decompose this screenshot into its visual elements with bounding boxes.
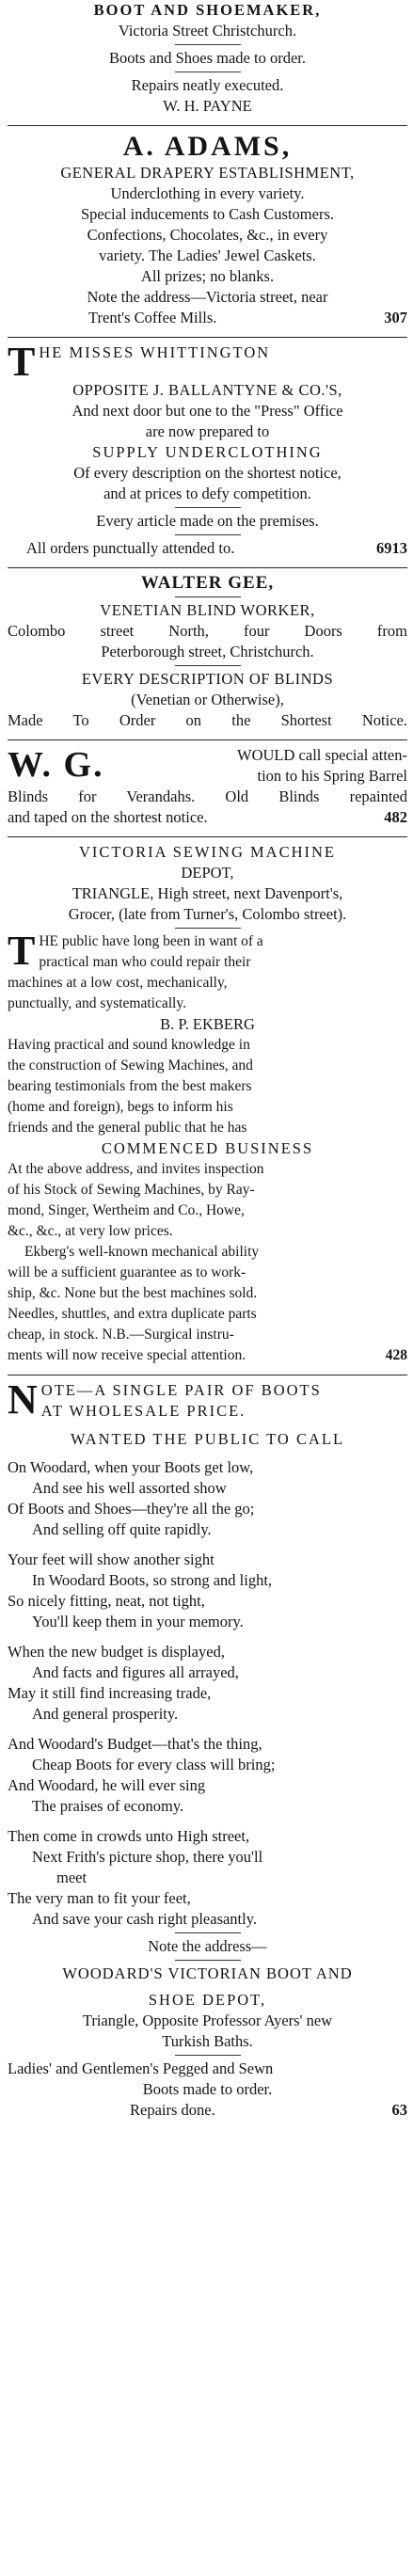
sewing-headline1: VICTORIA SEWING MACHINE: [78, 843, 337, 861]
sewing-line2: Grocer, (late from Turner's, Colombo street).: [68, 905, 347, 923]
sewing-para1-c: machines at a low cost, mechanically,: [8, 975, 228, 991]
divider: [175, 928, 241, 929]
whittington-drop-letter: T: [8, 339, 36, 385]
woodard-depot3: Triangle, Opposite Professor Ayers' new: [82, 2012, 333, 2029]
verse-line: So nicely fitting, neat, not tight,: [8, 1592, 205, 1610]
gee-name: WALTER GEE,: [140, 573, 275, 593]
verse-line: And facts and figures all arrayed,: [32, 1663, 239, 1681]
woodard-verse-3: [8, 1642, 407, 1725]
ad-separator: [8, 739, 407, 740]
ad-gee: [8, 573, 407, 735]
verse-line: Next Frith's picture shop, there you'll: [32, 1848, 263, 1866]
divider: [175, 1932, 241, 1933]
whittington-ref: 6913: [376, 539, 407, 557]
verse-line: And Woodard's Budget—that's the thing,: [8, 1735, 262, 1753]
whittington-line3: are now prepared to: [145, 422, 270, 440]
woodard-verse-5: [8, 1826, 407, 1930]
verse-line: When the new budget is displayed,: [8, 1643, 225, 1661]
verse-line: The praises of economy.: [32, 1797, 184, 1815]
verse-line: May it still find increasing trade,: [8, 1684, 212, 1702]
woodard-footer3: Repairs done.: [130, 2101, 215, 2119]
woodard-depot4: Turkish Baths.: [162, 2032, 253, 2050]
whittington-line7: Every article made on the premises.: [96, 512, 319, 530]
sewing-commenced: COMMENCED BUSINESS: [101, 1139, 314, 1157]
sewing-para1-a: HE public have long been in want of a: [39, 933, 263, 949]
woodard-headline2: AT WHOLESALE PRICE.: [40, 1402, 246, 1420]
wg-initials: W. G.: [8, 745, 104, 785]
sewing-para1-d: punctually, and systematically.: [8, 995, 186, 1011]
whittington-last-row: [8, 538, 407, 559]
sewing-para3-d: &c., &c., at very low prices.: [8, 1223, 173, 1239]
gee-trade: VENETIAN BLIND WORKER,: [100, 601, 315, 619]
sewing-para3-b: of his Stock of Sewing Machines, by Ray-: [8, 1182, 255, 1198]
gee-line5: Made To Order on the Shortest Notice.: [8, 711, 407, 729]
whittington-line4: SUPPLY UNDERCLOTHING: [92, 443, 323, 461]
woodard-footer2: Boots made to order.: [142, 2080, 273, 2098]
adams-line3: Special inducements to Cash Customers.: [80, 205, 334, 223]
gee-line1: Colombo street North, four Doors from: [8, 622, 407, 640]
adams-line1: GENERAL DRAPERY ESTABLISHMENT,: [60, 164, 355, 182]
divider: [175, 534, 241, 535]
sewing-para1: [8, 928, 407, 1014]
verse-line: You'll keep them in your memory.: [32, 1613, 244, 1630]
divider: [175, 1960, 241, 1961]
verse-line: And Woodard, he will ever sing: [8, 1776, 206, 1794]
verse-line: In Woodard Boots, so strong and light,: [32, 1571, 273, 1589]
woodard-headline: [8, 1376, 407, 1423]
divider: [175, 507, 241, 508]
verse-line: Then come in crowds unto High street,: [8, 1827, 250, 1845]
sewing-para4-a: Ekberg's well-known mechanical ability: [24, 1244, 260, 1260]
sewing-para2-b: the construction of Sewing Machines, and: [8, 1057, 253, 1073]
sewing-para2-e: friends and the general public that he has: [8, 1120, 247, 1136]
woodard-depot2: SHOE DEPOT,: [148, 1991, 267, 2009]
woodard-verse-2: [8, 1550, 407, 1632]
gee-line2: Peterborough street, Christchurch.: [101, 643, 314, 660]
payne-name: W. H. PAYNE: [163, 97, 252, 115]
adams-name: A. ADAMS,: [122, 131, 293, 162]
sewing-para2-a: Having practical and sound knowledge in: [8, 1037, 250, 1053]
sewing-headline2: DEPOT,: [181, 864, 234, 882]
divider: [175, 596, 241, 597]
verse-line: And save your cash right pleasantly.: [32, 1910, 258, 1928]
woodard-verse-4: [8, 1734, 407, 1817]
ad-whittington: [8, 339, 407, 563]
whittington-line1: OPPOSITE J. BALLANTYNE & CO.'S,: [72, 381, 342, 399]
whittington-headline: HE MISSES WHITTINGTON: [39, 343, 271, 361]
wg-line1: WOULD call special atten-: [237, 746, 407, 764]
sewing-name: B. P. EKBERG: [160, 1015, 255, 1033]
whittington-line8: All orders punctually attended to.: [26, 539, 235, 557]
payne-address: Victoria Street Christchurch.: [118, 22, 297, 40]
whittington-headline-row: [8, 339, 407, 385]
sewing-para3-a: At the above address, and invites inspection: [8, 1161, 264, 1177]
verse-line: Your feet will show another sight: [8, 1550, 214, 1568]
ad-separator: [8, 836, 407, 837]
woodard-depot1: WOODARD'S VICTORIAN BOOT AND: [62, 1964, 353, 1982]
woodard-headline1: OTE—A SINGLE PAIR OF BOOTS: [40, 1381, 322, 1399]
sewing-line1: TRIANGLE, High street, next Davenport's,: [71, 884, 343, 902]
ad-adams: [8, 131, 407, 332]
divider: [175, 44, 241, 45]
woodard-ref: 63: [391, 2101, 407, 2119]
sewing-last-row: [8, 1345, 407, 1366]
wg-ref: 482: [384, 808, 407, 826]
whittington-line5: Of every description on the shortest notice,: [73, 464, 342, 482]
payne-line2: Repairs neatly executed.: [131, 76, 284, 94]
woodard-drop-letter: N: [8, 1376, 38, 1423]
wg-line3: Blinds for Verandahs. Old Blinds repainted: [8, 787, 407, 805]
woodard-verse-1: [8, 1457, 407, 1540]
sewing-ref: 428: [385, 1347, 407, 1363]
gee-line4: (Venetian or Otherwise),: [131, 691, 284, 708]
woodard-call: WANTED THE PUBLIC TO CALL: [70, 1430, 345, 1448]
wg-top: [8, 745, 407, 787]
adams-line7: Note the address—Victoria street, near: [87, 288, 328, 306]
verse-line: Cheap Boots for every class will bring;: [32, 1756, 276, 1773]
verse-line: meet: [56, 1868, 87, 1886]
woodard-note: Note the address—: [148, 1937, 267, 1955]
adams-line6: All prizes; no blanks.: [140, 267, 275, 285]
divider: [175, 2055, 241, 2056]
sewing-drop-letter: T: [8, 928, 36, 974]
verse-line: The very man to fit your feet,: [8, 1889, 191, 1907]
sewing-para3: [8, 1159, 407, 1242]
wg-line4: and taped on the shortest notice.: [8, 808, 208, 826]
wg-line2: tion to his Spring Barrel: [257, 767, 407, 785]
sewing-para4-d: Needles, shuttles, and extra duplicate parts: [8, 1306, 257, 1322]
sewing-para2-c: bearing testimonials from the best makers: [8, 1078, 252, 1094]
sewing-para1-b: practical man who could repair their: [39, 954, 251, 970]
divider: [175, 665, 241, 666]
ad-sewing: [8, 842, 407, 1370]
sewing-para4-b: will be a sufficient guarantee as to work-: [8, 1264, 246, 1280]
ad-separator: [8, 337, 407, 338]
ad-separator: [8, 567, 407, 568]
adams-ref: 307: [384, 309, 407, 326]
ad-woodard: [8, 1376, 407, 2124]
sewing-para2-d: (home and foreign), begs to inform his: [8, 1099, 233, 1115]
ad-payne: [8, 0, 407, 120]
ad-wg: [8, 745, 407, 832]
adams-line5: variety. The Ladies' Jewel Caskets.: [99, 246, 316, 264]
whittington-line2: And next door but one to the "Press" Office: [71, 402, 343, 420]
verse-line: And see his well assorted show: [32, 1479, 227, 1497]
sewing-para4-c: ship, &c. None but the best machines sold.: [8, 1285, 258, 1301]
wg-last-row: [8, 807, 407, 828]
payne-line1: Boots and Shoes made to order.: [109, 49, 306, 67]
verse-line: Of Boots and Shoes—they're all the go;: [8, 1500, 255, 1518]
sewing-para2: [8, 1035, 407, 1138]
adams-line2: Underclothing in every variety.: [110, 184, 305, 202]
woodard-footer1: Ladies' and Gentlemen's Pegged and Sewn: [8, 2059, 274, 2077]
verse-line: And general prosperity.: [32, 1705, 179, 1723]
whittington-line6: and at prices to defy competition.: [103, 485, 311, 502]
ad-separator: [8, 125, 407, 126]
sewing-para4-e: cheap, in stock. N.B.—Surgical instru-: [8, 1327, 234, 1343]
verse-line: And selling off quite rapidly.: [32, 1520, 212, 1538]
adams-line4: Confections, Chocolates, &c., in every: [87, 226, 328, 244]
sewing-para4: [8, 1242, 407, 1366]
verse-line: On Woodard, when your Boots get low,: [8, 1458, 254, 1476]
gee-line3: EVERY DESCRIPTION OF BLINDS: [81, 670, 334, 688]
sewing-para4-f: ments will now receive special attention.: [8, 1347, 246, 1363]
adams-line8: Trent's Coffee Mills.: [88, 309, 217, 326]
adams-last-row: [8, 308, 407, 328]
payne-headline: BOOT AND SHOEMAKER,: [93, 1, 322, 19]
sewing-para3-c: mond, Singer, Wertheim and Co., Howe,: [8, 1202, 245, 1218]
woodard-last-row: [8, 2100, 407, 2121]
